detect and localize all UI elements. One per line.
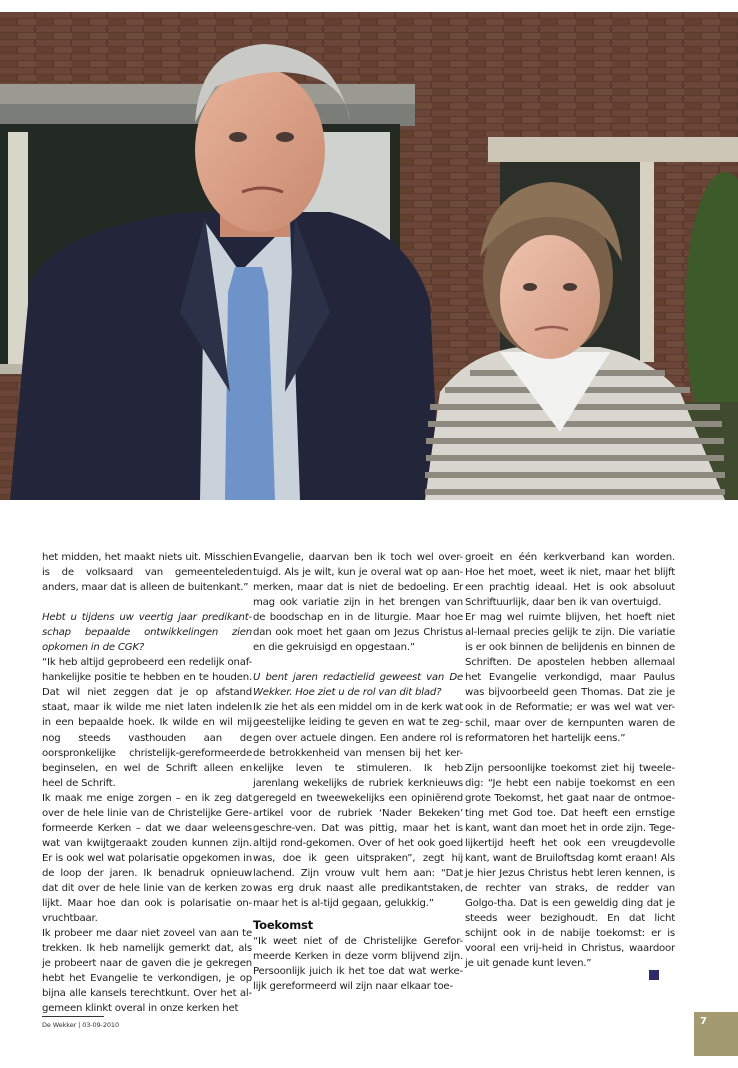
couple-photo-icon (0, 12, 738, 500)
article-column-2 (253, 550, 463, 994)
interview-question: U bent jaren redactielid geweest van De Wekker. Hoe ziet u de rol van dit blad? (253, 672, 463, 699)
paragraph: Evangelie, daarvan ben ik toch wel over-tuigd. Als je wilt, kun je overal wat op aan-merken, maar dat is niet de bedoeling. Er mag ook variatie zijn in het brengen van de boodschap en in de liturgie. Maar hoe dan ook moet het gaan om Jezus Christus en die gekruisigd en opgestaan.” (253, 552, 463, 654)
footer-divider (42, 1016, 104, 1017)
paragraph: Zijn persoonlijke toekomst ziet hij tweele-dig: “Je hebt een nabije toekomst en een grote Toekomst, het gaat naar de ontmoe-ting met God toe. Dat heeft een ernstige kant, want dan moet het in orde zijn. Tege-lijkertijd heeft het ook een vreugdevolle kant, want de Bruiloftsdag komt eraan! Als je hier Jezus Christus hebt leren kennen, is de rechter van straks, de redder van Golgo-tha. Dat is een geweldig ding dat je steeds weer bezighoudt. En dat licht schijnt ook in de nabije toekomst: er is vooral een vrij-heid in Christus, waardoor je uit genade kunt leven.” (465, 762, 675, 970)
page-number: 7 (700, 1016, 707, 1027)
paragraph: “Ik weet niet of de Christelijke Gerefor-meerde Kerken in deze vorm blijvend zijn. Persoonlijk juich ik het toe dat wat werke-lijk gereformeerd wil zijn naar elkaar toe- (253, 936, 463, 993)
paragraph: het midden, het maakt niets uit. Misschien is de volksaard van gemeenteleden anders, maar dat is alleen de buitenkant.” (42, 552, 252, 594)
section-heading: Toekomst (253, 918, 313, 933)
article-column-3 (465, 550, 675, 971)
paragraph: Ik maak me enige zorgen – en ik zeg dat over de hele linie van de Christelijke Gere-formeerde Kerken – dat we daar weleens wat van kwijtgeraakt zouden kunnen zijn. Er is ook wel wat polarisatie opgekomen in de loop der jaren. Ik benadruk opnieuw dat dit over de hele linie van de kerken zo lijkt. Maar hoe dan ook is polarisatie on-vruchtbaar. (42, 792, 252, 925)
article-photo (0, 12, 738, 500)
footer-source: De Wekker | 03-09-2010 (42, 1021, 119, 1029)
end-of-article-icon (649, 970, 659, 980)
paragraph: groeit en één kerkverband kan worden. Hoe het moet, weet ik niet, maar het blijft een prachtig ideaal. Het is ook absoluut Schriftuurlijk, daar ben ik van overtuigd. (465, 552, 675, 609)
paragraph: Er mag wel ruimte blijven, het hoeft niet al-lemaal precies gelijk te zijn. Die variatie is er ook binnen de belijdenis en binnen de Schriften. De apostelen hebben allemaal het Evangelie verkondigd, maar Paulus was bijvoorbeeld geen Thomas. Dat zie je ook in de Reformatie; er was wel wat ver-schil, maar over de kernpunten waren de reformatoren het hartelijk eens.” (465, 612, 675, 744)
paragraph: Ik zie het als een middel om in de kerk wat geestelijke leiding te geven en wat te zeg-gen over actuele dingen. Een andere rol is de betrokkenheid van mensen bij het ker-kelijke leven te stimuleren. Ik heb jarenlang wekelijks de rubriek kerknieuws geregeld en tweewekelijks een opiniërend artikel voor de rubriek ‘Nader Bekeken’ geschre-ven. Dat was pittig, maar het is altijd rond-gekomen. Over of het ook goed was, doe ik geen uitspraken”, zegt hij lachend. Zijn vrouw vult hem aan: “Dat was erg druk naast alle predikantstaken, maar het is al-tijd gegaan, gelukkig.” (253, 702, 463, 910)
interview-question: Hebt u tijdens uw veertig jaar predikant-schap bepaalde ontwikkelingen zien opkomen in de CGK? (42, 612, 252, 654)
article-column-1 (42, 550, 252, 1016)
paragraph: “Ik heb altijd geprobeerd een redelijk onaf-hankelijke positie te hebben en te houden. Dat wil niet zeggen dat je op afstand staat, maar ik wilde me niet laten indelen in een bepaalde hoek. Ik wilde en wil mij nog steeds vasthouden aan de oorspronkelijke christelijk-gereformeerde beginselen, en wel de Schrift alleen en heel de Schrift. (42, 657, 252, 789)
paragraph: Ik probeer me daar niet zoveel van aan te trekken. Ik heb namelijk gemerkt dat, als je probeert naar de gaven die je gekregen hebt het Evangelie te verkondigen, je op bijna alle kansels terechtkunt. Over het al-gemeen klinkt overal in onze kerken het (42, 928, 252, 1015)
